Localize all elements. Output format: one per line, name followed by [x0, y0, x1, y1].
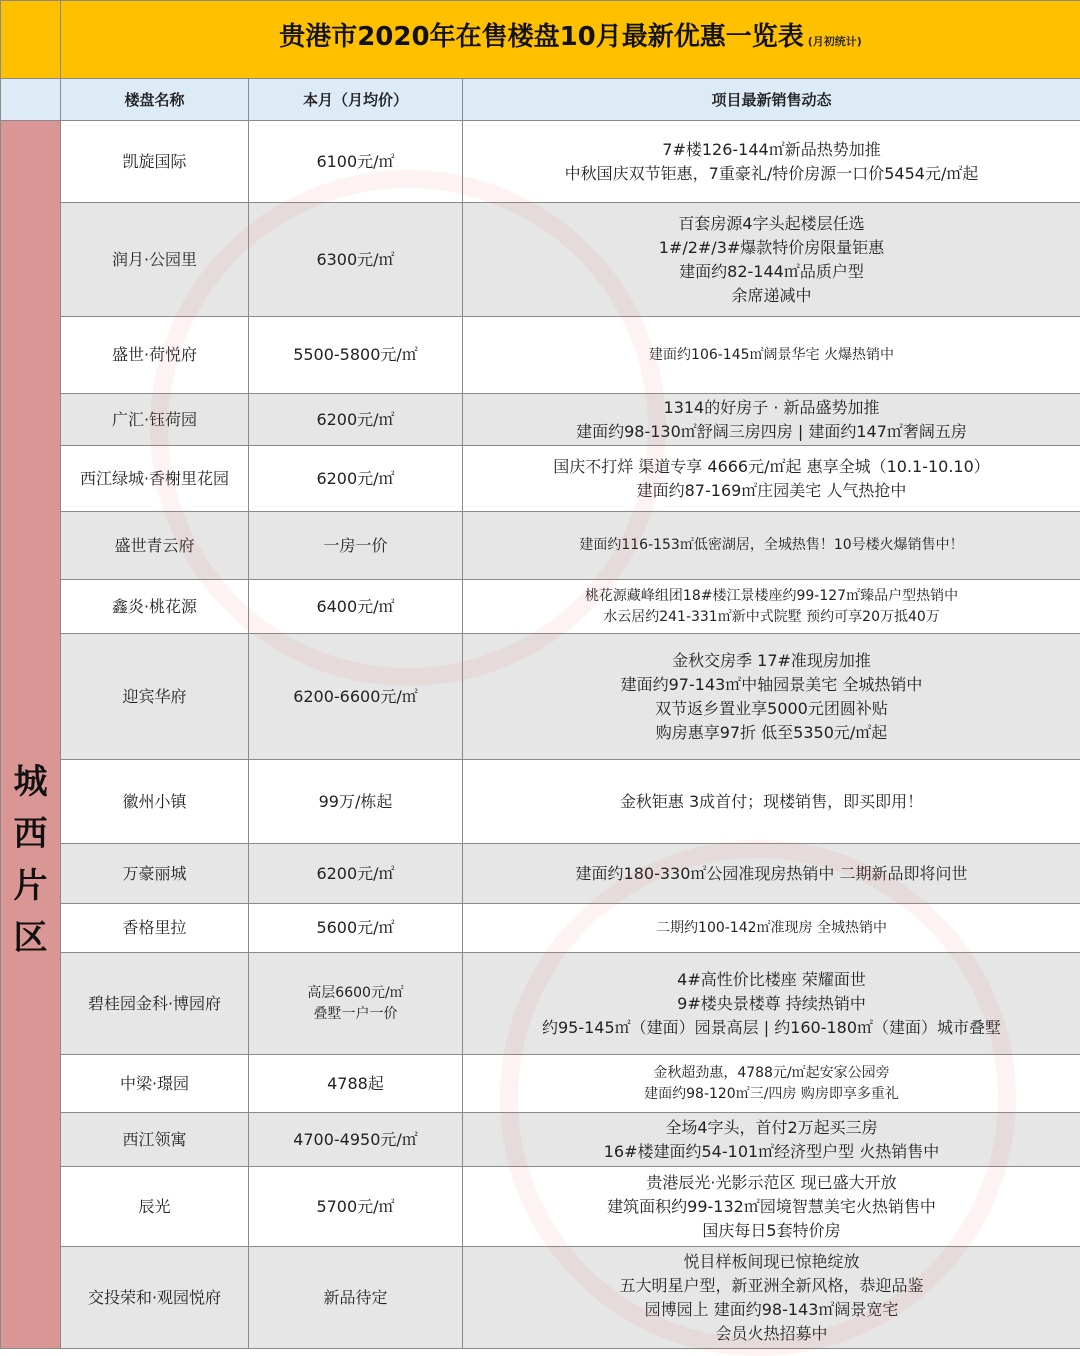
table-row [1, 1167, 1080, 1247]
price-line: 4788起 [249, 1072, 462, 1096]
news-line: 建面约180-330㎡公园准现房热销中 二期新品即将问世 [463, 862, 1080, 886]
table-row [1, 844, 1080, 904]
project-name: 中梁·璟园 [61, 1055, 249, 1113]
price-line: 5500-5800元/㎡ [249, 343, 462, 367]
project-price [249, 1113, 463, 1167]
project-name: 盛世·荷悦府 [61, 317, 249, 394]
project-name: 徽州小镇 [61, 760, 249, 844]
table-row [1, 446, 1080, 512]
title-cell [61, 1, 1080, 79]
price-line: 6400元/㎡ [249, 595, 462, 619]
table-row [1, 1247, 1080, 1349]
project-name: 香格里拉 [61, 904, 249, 953]
project-news [463, 760, 1080, 844]
price-line: 一房一价 [249, 534, 462, 558]
project-name: 凯旋国际 [61, 121, 249, 203]
news-line: 4#高性价比楼座 荣耀面世 [463, 968, 1080, 992]
project-name: 辰光 [61, 1167, 249, 1247]
project-news [463, 1113, 1080, 1167]
project-price [249, 904, 463, 953]
news-line: 建面约98-130㎡舒阔三房四房 | 建面约147㎡奢阔五房 [463, 420, 1080, 444]
news-line: 贵港辰光·光影示范区 现已盛大开放 [463, 1171, 1080, 1195]
table-row [1, 634, 1080, 760]
price-line: 6200元/㎡ [249, 862, 462, 886]
project-name: 润月·公园里 [61, 203, 249, 317]
project-price [249, 1167, 463, 1247]
table-row [1, 1055, 1080, 1113]
news-line: 16#楼建面约54-101㎡经济型户型 火热销售中 [463, 1140, 1080, 1164]
price-line: 5700元/㎡ [249, 1195, 462, 1219]
table-row [1, 1113, 1080, 1167]
table-row [1, 512, 1080, 580]
project-price [249, 394, 463, 446]
project-price [249, 446, 463, 512]
project-news [463, 121, 1080, 203]
project-news [463, 1055, 1080, 1113]
header-name: 楼盘名称 [61, 79, 249, 121]
header-news: 项目最新销售动态 [463, 79, 1080, 121]
project-news [463, 953, 1080, 1055]
news-line: 建面约87-169㎡庄园美宅 人气热抢中 [463, 479, 1080, 503]
news-line: 水云居约241-331㎡新中式院墅 预约可享20万抵40万 [463, 607, 1080, 628]
news-line: 建面约106-145㎡阔景华宅 火爆热销中 [463, 345, 1080, 366]
title-note: (月初统计) [808, 35, 862, 48]
project-news [463, 446, 1080, 512]
project-name: 盛世青云府 [61, 512, 249, 580]
table-row [1, 317, 1080, 394]
news-line: 金秋超劲惠，4788元/㎡起安家公园旁 [463, 1063, 1080, 1084]
project-name: 西江绿城·香榭里花园 [61, 446, 249, 512]
news-line: 约95-145㎡（建面）园景高层 | 约160-180㎡（建面）城市叠墅 [463, 1016, 1080, 1040]
price-line: 5600元/㎡ [249, 916, 462, 940]
project-price [249, 580, 463, 634]
price-line: 6300元/㎡ [249, 248, 462, 272]
project-news [463, 512, 1080, 580]
project-price [249, 121, 463, 203]
page-title: 贵港市2020年在售楼盘10月最新优惠一览表 [279, 22, 804, 52]
project-name: 西江领寓 [61, 1113, 249, 1167]
news-line: 7#楼126-144㎡新品热势加推 [463, 138, 1080, 162]
news-line: 中秋国庆双节钜惠，7重豪礼/特价房源一口价5454元/㎡起 [463, 162, 1080, 186]
table-row [1, 760, 1080, 844]
title-row [1, 1, 1080, 79]
project-news [463, 394, 1080, 446]
news-line: 国庆每日5套特价房 [463, 1219, 1080, 1243]
news-line: 金秋交房季 17#准现房加推 [463, 649, 1080, 673]
news-line: 会员火热招募中 [463, 1322, 1080, 1346]
project-news [463, 317, 1080, 394]
news-line: 9#楼央景楼尊 持续热销中 [463, 992, 1080, 1016]
project-news [463, 634, 1080, 760]
header-corner [1, 79, 61, 121]
price-line: 6100元/㎡ [249, 150, 462, 174]
project-news [463, 203, 1080, 317]
news-line: 建面约82-144㎡品质户型 [463, 260, 1080, 284]
table-row [1, 904, 1080, 953]
table-row [1, 580, 1080, 634]
project-price [249, 1055, 463, 1113]
price-line: 6200元/㎡ [249, 408, 462, 432]
price-line: 6200-6600元/㎡ [249, 685, 462, 709]
news-line: 余席递减中 [463, 284, 1080, 308]
project-news [463, 844, 1080, 904]
table-row [1, 203, 1080, 317]
project-news [463, 580, 1080, 634]
project-price [249, 203, 463, 317]
project-name: 万豪丽城 [61, 844, 249, 904]
price-line: 6200元/㎡ [249, 467, 462, 491]
news-line: 二期约100-142㎡准现房 全城热销中 [463, 918, 1080, 939]
project-news [463, 1167, 1080, 1247]
project-name: 交投荣和·观园悦府 [61, 1247, 249, 1349]
news-line: 悦目样板间现已惊艳绽放 [463, 1250, 1080, 1274]
project-price [249, 953, 463, 1055]
news-line: 园博园上 建面约98-143㎡阔景宽宅 [463, 1298, 1080, 1322]
price-line: 4700-4950元/㎡ [249, 1128, 462, 1152]
header-price: 本月（月均价） [249, 79, 463, 121]
project-name: 碧桂园金科·博园府 [61, 953, 249, 1055]
price-line: 99万/栋起 [249, 790, 462, 814]
project-price [249, 317, 463, 394]
news-line: 建面约98-120㎡三/四房 购房即享多重礼 [463, 1084, 1080, 1105]
district-label: 城 西 片 区 [1, 121, 61, 1349]
news-line: 五大明星户型，新亚洲全新风格，恭迎品鉴 [463, 1274, 1080, 1298]
project-price [249, 512, 463, 580]
news-line: 桃花源藏峰组团18#楼江景楼座约99-127㎡臻品户型热销中 [463, 586, 1080, 607]
news-line: 1314的好房子 · 新品盛势加推 [463, 396, 1080, 420]
project-news [463, 1247, 1080, 1349]
project-news [463, 904, 1080, 953]
corner-cell [1, 1, 61, 79]
news-line: 全场4字头，首付2万起买三房 [463, 1116, 1080, 1140]
project-name: 迎宾华府 [61, 634, 249, 760]
news-line: 国庆不打烊 渠道专享 4666元/㎡起 惠享全城（10.1-10.10） [463, 455, 1080, 479]
table-row [1, 953, 1080, 1055]
table-row [1, 121, 1080, 203]
price-line: 高层6600元/㎡ [249, 983, 462, 1004]
project-price [249, 634, 463, 760]
project-price [249, 760, 463, 844]
header-row [1, 79, 1080, 121]
project-name: 鑫炎·桃花源 [61, 580, 249, 634]
news-line: 建筑面积约99-132㎡园境智慧美宅火热销售中 [463, 1195, 1080, 1219]
project-price [249, 1247, 463, 1349]
price-line: 新品待定 [249, 1286, 462, 1310]
table-row [1, 394, 1080, 446]
news-line: 购房惠享97折 低至5350元/㎡起 [463, 721, 1080, 745]
news-line: 金秋钜惠 3成首付；现楼销售，即买即用！ [463, 790, 1080, 814]
news-line: 建面约97-143㎡中轴园景美宅 全城热销中 [463, 673, 1080, 697]
price-line: 叠墅一户一价 [249, 1004, 462, 1025]
news-line: 1#/2#/3#爆款特价房限量钜惠 [463, 236, 1080, 260]
project-name: 广汇·钰荷园 [61, 394, 249, 446]
news-line: 百套房源4字头起楼层任选 [463, 212, 1080, 236]
news-line: 双节返乡置业享5000元团圆补贴 [463, 697, 1080, 721]
project-price [249, 844, 463, 904]
news-line: 建面约116-153㎡低密湖居，全城热售！10号楼火爆销售中！ [463, 535, 1080, 556]
